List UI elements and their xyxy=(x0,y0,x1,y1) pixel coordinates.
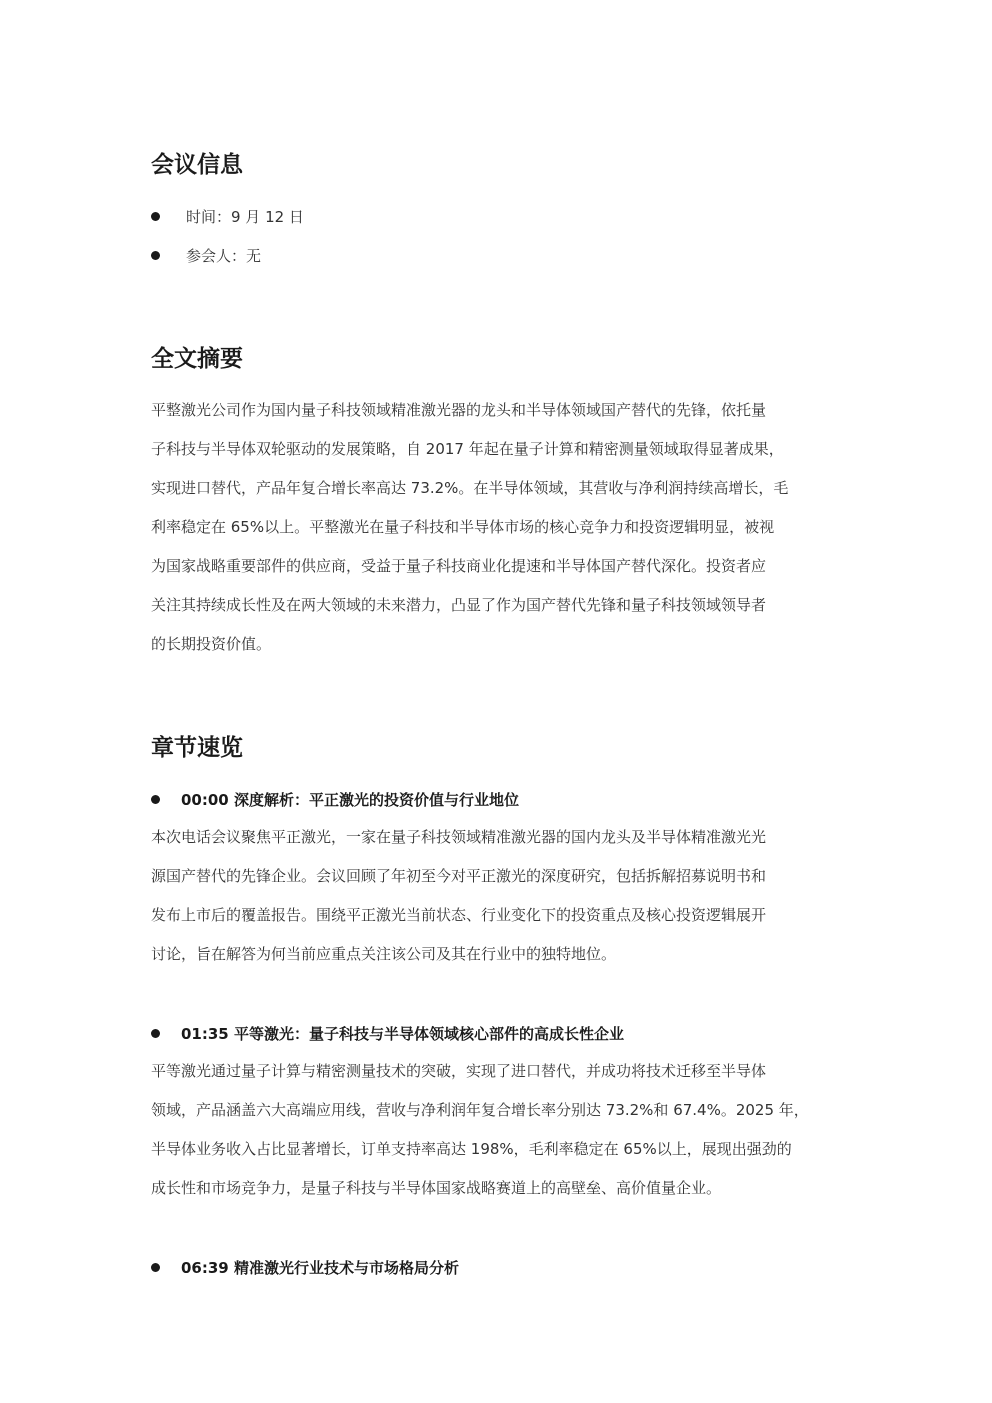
bullet-dot-icon xyxy=(151,1029,160,1038)
chapter-line: 半导体业务收入占比显著增长，订单支持率高达 198%，毛利率稳定在 65%以上，展现出强劲的 xyxy=(151,1140,792,1158)
chapter-heading-row xyxy=(151,1256,459,1278)
meeting-info-title: 会议信息 xyxy=(151,152,243,178)
chapter-paragraph xyxy=(151,1052,843,1208)
summary-line: 利率稳定在 65%以上。平整激光在量子科技和半导体市场的核心竞争力和投资逻辑明显，被视 xyxy=(151,518,775,536)
chapter-line: 发布上市后的覆盖报告。围绕平正激光当前状态、行业变化下的投资重点及核心投资逻辑展开 xyxy=(151,906,767,924)
summary-line: 平整激光公司作为国内量子科技领域精准激光器的龙头和半导体领域国产替代的先锋，依托量 xyxy=(151,401,767,419)
chapters-title: 章节速览 xyxy=(151,735,243,761)
chapter-heading: 01:35 平等激光：量子科技与半导体领域核心部件的高成长性企业 xyxy=(181,1024,624,1043)
meeting-time-item xyxy=(151,205,304,227)
chapter-heading: 00:00 深度解析：平正激光的投资价值与行业地位 xyxy=(181,790,519,809)
chapter-line: 源国产替代的先锋企业。会议回顾了年初至今对平正激光的深度研究，包括拆解招募说明书和 xyxy=(151,867,767,885)
chapter-line: 领域，产品涵盖六大高端应用线，营收与净利润年复合增长率分别达 73.2%和 67.4%。2025 年， xyxy=(151,1101,809,1119)
meeting-participants: 参会人：无 xyxy=(186,246,262,265)
chapter-heading-row xyxy=(151,788,519,810)
bullet-dot-icon xyxy=(151,212,160,221)
summary-line: 实现进口替代，产品年复合增长率高达 73.2%。在半导体领域，其营收与净利润持续高增长，毛 xyxy=(151,479,789,497)
meeting-time: 时间：9 月 12 日 xyxy=(186,207,304,226)
summary-line: 子科技与半导体双轮驱动的发展策略，自 2017 年起在量子计算和精密测量领域取得显著成果， xyxy=(151,440,784,458)
summary-title: 全文摘要 xyxy=(151,346,243,372)
summary-line: 关注其持续成长性及在两大领域的未来潜力，凸显了作为国产替代先锋和量子科技领域领导者 xyxy=(151,596,767,614)
meeting-participants-item xyxy=(151,244,261,266)
summary-line: 的长期投资价值。 xyxy=(151,635,272,653)
summary-line: 为国家战略重要部件的供应商，受益于量子科技商业化提速和半导体国产替代深化。投资者应 xyxy=(151,557,767,575)
bullet-dot-icon xyxy=(151,251,160,260)
chapter-line: 本次电话会议聚焦平正激光，一家在量子科技领域精准激光器的国内龙头及半导体精准激光光 xyxy=(151,828,767,846)
bullet-dot-icon xyxy=(151,1263,160,1272)
chapter-line: 平等激光通过量子计算与精密测量技术的突破，实现了进口替代，并成功将技术迁移至半导体 xyxy=(151,1062,767,1080)
chapter-heading: 06:39 精准激光行业技术与市场格局分析 xyxy=(181,1258,459,1277)
chapter-heading-row xyxy=(151,1022,624,1044)
chapter-paragraph xyxy=(151,818,843,974)
chapter-line: 成长性和市场竞争力，是量子科技与半导体国家战略赛道上的高壁垒、高价值量企业。 xyxy=(151,1179,722,1197)
bullet-dot-icon xyxy=(151,795,160,804)
summary-paragraph xyxy=(151,391,843,664)
chapter-line: 讨论，旨在解答为何当前应重点关注该公司及其在行业中的独特地位。 xyxy=(151,945,617,963)
